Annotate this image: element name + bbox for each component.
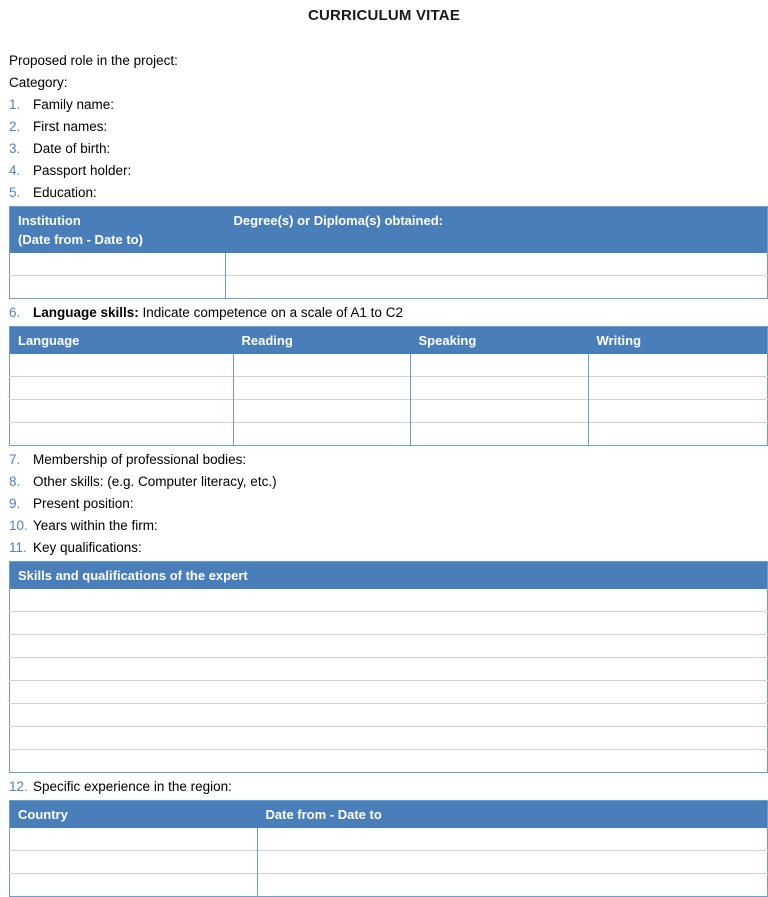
skills-cell[interactable] (10, 635, 768, 658)
language-cell-reading[interactable] (234, 400, 411, 423)
table-row (10, 612, 768, 635)
category-line: Category: (9, 75, 68, 90)
region-cell-dates[interactable] (258, 851, 768, 874)
list-item-label: First names: (33, 119, 108, 134)
list-item-language-skills (5, 302, 763, 324)
education-header-institution (10, 207, 226, 254)
list-item-education (5, 182, 763, 204)
skills-cell[interactable] (10, 658, 768, 681)
skills-cell[interactable] (10, 727, 768, 750)
table-row (10, 658, 768, 681)
list-number: 5. (9, 185, 21, 200)
education-header-institution-dates: (Date from - Date to) (18, 232, 143, 247)
language-cell-speaking[interactable] (411, 354, 589, 377)
language-cell-language[interactable] (10, 423, 234, 446)
education-header-degree: Degree(s) or Diploma(s) obtained: (226, 207, 768, 254)
skills-cell[interactable] (10, 750, 768, 773)
language-skills-table (9, 326, 768, 446)
table-row (10, 750, 768, 773)
education-header-institution-title: Institution (18, 213, 81, 228)
table-row (10, 727, 768, 750)
language-cell-writing[interactable] (589, 354, 768, 377)
list-item-passport-holder (5, 160, 763, 182)
language-cell-reading[interactable] (234, 354, 411, 377)
list-number: 12. (9, 779, 28, 794)
table-row (10, 851, 768, 874)
language-cell-writing[interactable] (589, 400, 768, 423)
language-header-reading: Reading (234, 327, 411, 355)
title-spacer (5, 24, 763, 50)
table-row (10, 874, 768, 897)
region-cell-country[interactable] (10, 874, 258, 897)
list-number: 3. (9, 141, 21, 156)
proposed-role-line: Proposed role in the project: (9, 53, 178, 68)
list-number: 4. (9, 163, 21, 178)
list-item-specific-experience (5, 776, 763, 798)
table-row (10, 681, 768, 704)
language-skills-bold-label: Language skills: (33, 305, 139, 320)
language-cell-language[interactable] (10, 400, 234, 423)
education-cell-institution[interactable] (10, 253, 226, 276)
region-header-dates: Date from - Date to (258, 801, 768, 829)
list-item-family-name (5, 94, 763, 116)
education-table-wrapper (5, 206, 763, 299)
skills-table-wrapper (5, 561, 763, 773)
skills-header: Skills and qualifications of the expert (10, 562, 768, 590)
language-cell-language[interactable] (10, 354, 234, 377)
list-item-label: Family name: (33, 97, 115, 112)
table-header-row (10, 207, 768, 254)
language-cell-speaking[interactable] (411, 377, 589, 400)
list-item-label: Passport holder: (33, 163, 132, 178)
language-table-wrapper (5, 326, 763, 446)
language-cell-speaking[interactable] (411, 400, 589, 423)
list-item-membership (5, 449, 763, 471)
region-cell-dates[interactable] (258, 874, 768, 897)
language-skills-rest-label: Indicate competence on a scale of A1 to C2 (138, 305, 403, 320)
list-item-label: Date of birth: (33, 141, 111, 156)
language-cell-speaking[interactable] (411, 423, 589, 446)
language-cell-reading[interactable] (234, 377, 411, 400)
list-number: 10. (9, 518, 28, 533)
table-header-row (10, 327, 768, 355)
region-cell-dates[interactable] (258, 828, 768, 851)
table-row (10, 635, 768, 658)
list-number: 6. (9, 305, 21, 320)
education-table (9, 206, 768, 299)
list-item-date-of-birth (5, 138, 763, 160)
education-cell-degree[interactable] (226, 276, 768, 299)
language-cell-language[interactable] (10, 377, 234, 400)
table-row (10, 253, 768, 276)
list-number: 1. (9, 97, 21, 112)
region-cell-country[interactable] (10, 828, 258, 851)
table-row (10, 423, 768, 446)
list-item-label: Education: (33, 185, 97, 200)
skills-cell[interactable] (10, 704, 768, 727)
list-number: 7. (9, 452, 21, 467)
skills-cell[interactable] (10, 681, 768, 704)
list-number: 11. (9, 540, 27, 555)
table-row (10, 276, 768, 299)
page-title: CURRICULUM VITAE (307, 7, 461, 24)
list-item-label: Years within the firm: (33, 518, 158, 533)
list-item-label: Specific experience in the region: (33, 779, 232, 794)
table-row (10, 589, 768, 612)
list-item-key-qualifications (5, 537, 763, 559)
list-number: 8. (9, 474, 21, 489)
list-item-label (33, 302, 403, 324)
table-row (10, 828, 768, 851)
list-item-other-skills (5, 471, 763, 493)
specific-experience-table (9, 800, 768, 897)
table-row (10, 400, 768, 423)
table-header-row (10, 562, 768, 590)
table-header-row (10, 801, 768, 829)
skills-cell[interactable] (10, 612, 768, 635)
region-header-country: Country (10, 801, 258, 829)
education-cell-degree[interactable] (226, 253, 768, 276)
cv-document-page (0, 7, 768, 875)
skills-qualifications-table (9, 561, 768, 773)
language-header-language: Language (10, 327, 234, 355)
region-table-wrapper (5, 800, 763, 897)
language-header-writing: Writing (589, 327, 768, 355)
education-cell-institution[interactable] (10, 276, 226, 299)
list-item-years-within-firm (5, 515, 763, 537)
list-number: 2. (9, 119, 21, 134)
table-row (10, 704, 768, 727)
language-cell-writing[interactable] (589, 423, 768, 446)
language-header-speaking: Speaking (411, 327, 589, 355)
skills-cell[interactable] (10, 589, 768, 612)
region-cell-country[interactable] (10, 851, 258, 874)
list-item-label: Membership of professional bodies: (33, 452, 247, 467)
language-cell-reading[interactable] (234, 423, 411, 446)
table-row (10, 377, 768, 400)
table-row (10, 354, 768, 377)
list-item-label: Present position: (33, 496, 134, 511)
list-item-label: Other skills: (e.g. Computer literacy, etc.) (33, 474, 277, 489)
list-item-first-names (5, 116, 763, 138)
list-item-label: Key qualifications: (33, 540, 142, 555)
list-number: 9. (9, 496, 21, 511)
list-item-present-position (5, 493, 763, 515)
language-cell-writing[interactable] (589, 377, 768, 400)
